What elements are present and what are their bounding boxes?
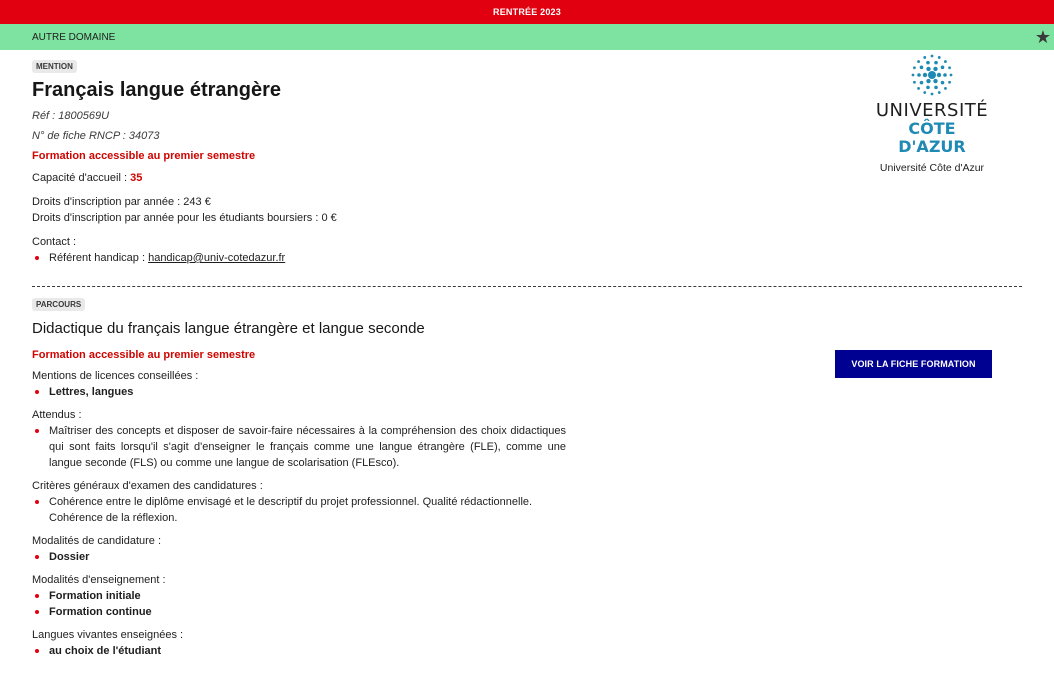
section-divider	[32, 286, 1022, 287]
contact-item	[32, 250, 1022, 266]
list-item: au choix de l'étudiant	[32, 643, 566, 659]
langues-label: Langues vivantes enseignées :	[32, 629, 184, 641]
contact-label: Contact :	[32, 236, 77, 248]
fees-boursiers-line: Droits d'inscription par année pour les étudiants boursiers : 0 €	[32, 212, 337, 224]
capacity-label: Capacité d'accueil :	[32, 172, 131, 184]
attendus-label: Attendus :	[32, 409, 82, 421]
list-item: Lettres, langues	[32, 384, 566, 400]
logo-line2: CÔTE D'AZUR	[898, 119, 966, 156]
enseignement-label: Modalités d'enseignement :	[32, 574, 166, 586]
top-banner	[0, 0, 1054, 24]
mention-semester: Formation accessible au premier semestre	[32, 150, 256, 162]
mention-tag: MENTION	[32, 60, 77, 73]
licences-list	[32, 384, 566, 400]
list-item: Dossier	[32, 549, 566, 565]
parcours-title: Didactique du français langue étrangère et langue seconde	[32, 320, 425, 337]
licences-label: Mentions de licences conseillées :	[32, 370, 199, 382]
handicap-email-link[interactable]: handicap@univ-cotedazur.fr	[148, 252, 286, 264]
fees-line: Droits d'inscription par année : 243 €	[32, 196, 211, 208]
university-logo	[872, 52, 992, 174]
mention-title: Français langue étrangère	[32, 79, 281, 101]
logo-line1: UNIVERSITÉ	[875, 100, 989, 121]
list-item: Formation initiale	[32, 588, 566, 604]
contact-list	[32, 250, 1022, 266]
parcours-block	[32, 296, 1022, 659]
ref-line: Réf : 1800569U	[32, 110, 110, 122]
capacity-value: 35	[130, 172, 143, 184]
contact-prefix: Référent handicap :	[49, 252, 149, 264]
star-icon[interactable]: ★	[1034, 26, 1052, 47]
attendus-list	[32, 423, 566, 471]
criteres-label: Critères généraux d'examen des candidatures :	[32, 480, 263, 492]
criteres-list	[32, 494, 566, 526]
list-item: Cohérence entre le diplôme envisagé et le descriptif du projet professionnel. Qualité rédactionnelle. Cohérence de la réflexion.	[32, 494, 566, 526]
logo-caption: Université Côte d'Azur	[879, 162, 985, 174]
parcours-tag: PARCOURS	[32, 298, 85, 311]
enseignement-list	[32, 588, 566, 620]
candidature-list	[32, 549, 566, 565]
langues-list	[32, 643, 566, 659]
parcours-details	[32, 368, 566, 659]
mention-block	[32, 50, 1022, 266]
list-item: Formation continue	[32, 604, 566, 620]
candidature-label: Modalités de candidature :	[32, 535, 162, 547]
voir-fiche-formation-button[interactable]: VOIR LA FICHE FORMATION	[835, 350, 992, 378]
dots-circle-logo-icon	[909, 52, 955, 98]
domain-bar	[0, 24, 1054, 50]
parcours-semester: Formation accessible au premier semestre	[32, 349, 256, 361]
list-item: Maîtriser des concepts et disposer de savoir-faire nécessaires à la compréhension des choix didactiques qui sont faits lorsqu'il s'agit d'enseigner le français comme une langue étrangère (FLE), comme une langue seconde (FLS) ou comme une langue de scolarisation (FLEsco).	[32, 423, 566, 471]
main-content	[0, 50, 1054, 659]
domain-label: AUTRE DOMAINE	[32, 31, 116, 43]
rentree-label: RENTRÉE 2023	[493, 7, 561, 17]
rncp-line: N° de fiche RNCP : 34073	[32, 130, 160, 142]
